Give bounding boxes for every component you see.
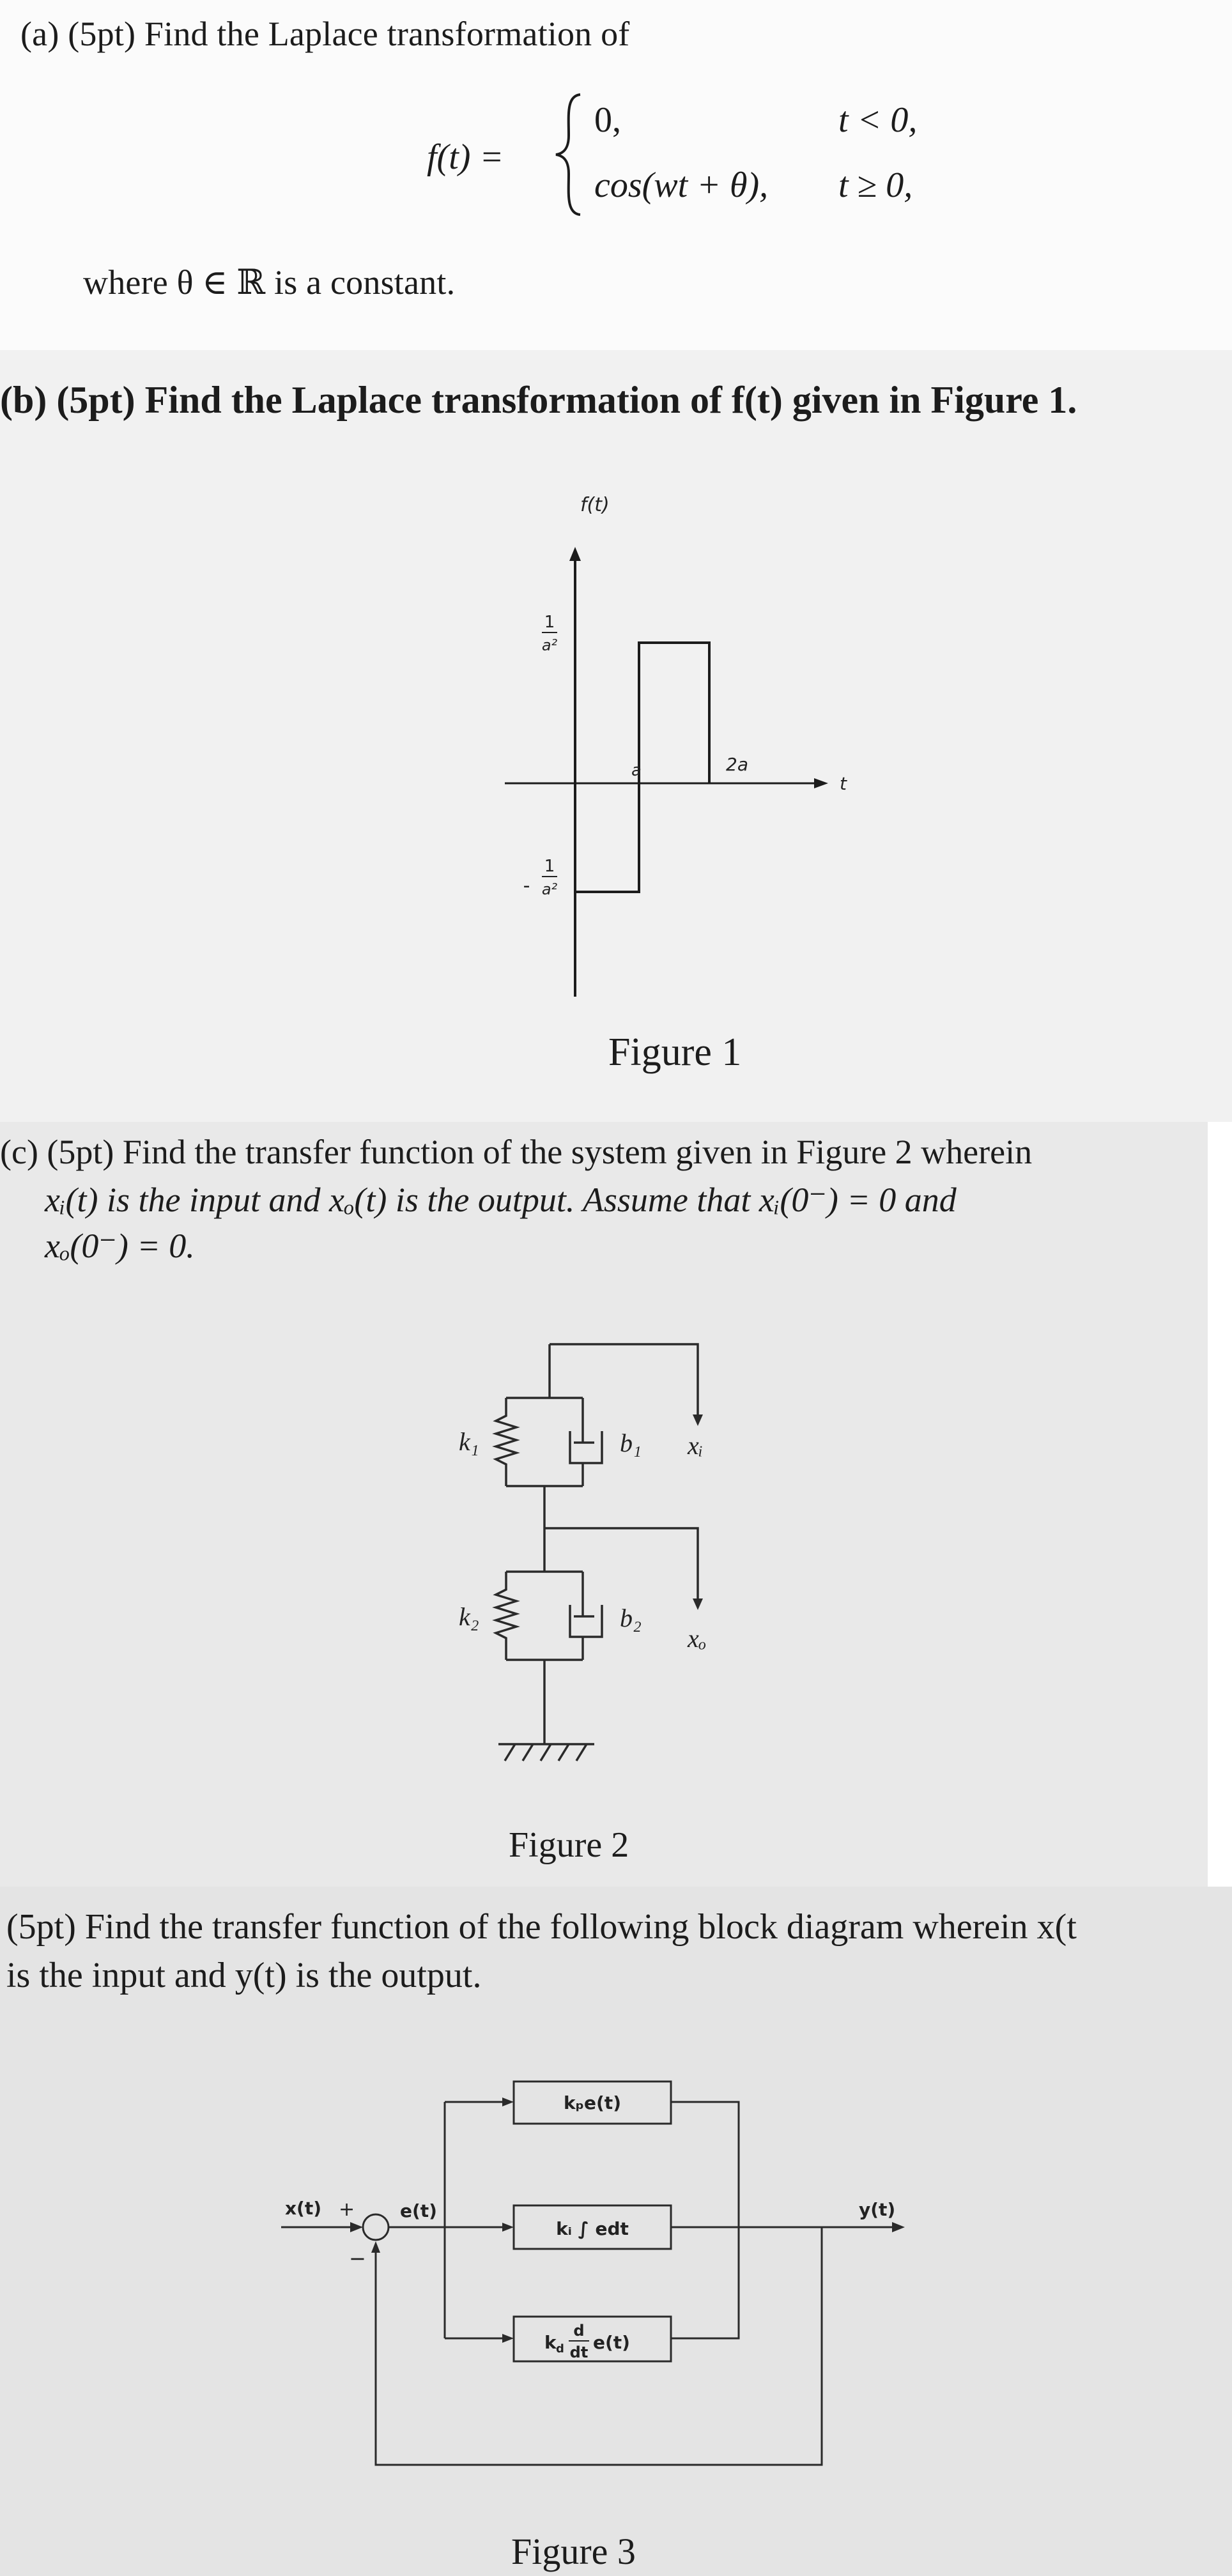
figure-1-graph <box>486 486 869 997</box>
fig2-xo-arrow <box>693 1598 703 1610</box>
part-d-line1: (5pt) Find the transfer function of the following block diagram wherein x(t <box>6 1907 1077 1947</box>
fig2-input-link <box>550 1344 698 1418</box>
part-d-line2: is the input and y(t) is the output. <box>6 1956 482 1995</box>
fig2-b2-damper <box>570 1572 602 1660</box>
fig1-xtick-a: a <box>631 761 642 780</box>
part-b-heading: (b) (5pt) Find the Laplace transformation of f(t) given in Figure 1. <box>0 379 1077 421</box>
fig2-k1-spring <box>496 1398 516 1486</box>
fig1-ytop-den: a² <box>541 636 558 654</box>
fig2-b1-damper <box>570 1398 602 1486</box>
fig3-input-label: x(t) <box>285 2198 322 2219</box>
fig1-x-label: t <box>840 773 847 794</box>
fig2-k2: k₂ <box>459 1602 479 1631</box>
fig1-ybot-num: 1 <box>544 857 555 876</box>
figure-1-caption: Figure 1 <box>608 1031 742 1074</box>
fig1-ybot-den: a² <box>541 880 558 898</box>
fig3-summing-junction <box>363 2214 389 2240</box>
fig1-x-arrow <box>814 778 828 788</box>
part-c-line1: (c) (5pt) Find the transfer function of the system given in Figure 2 wherein <box>0 1133 1033 1171</box>
fig1-y-label: f(t) <box>580 494 610 516</box>
white-margin <box>1208 1122 1232 1887</box>
fig1-ytop-num: 1 <box>544 613 555 632</box>
figure-3-caption: Figure 3 <box>511 2531 636 2572</box>
part-a-heading: (a) (5pt) Find the Laplace transformation of <box>20 15 630 53</box>
fig3-minus: − <box>349 2246 366 2271</box>
fig2-xi: xᵢ <box>688 1431 704 1460</box>
fig2-k2-spring <box>496 1572 516 1660</box>
fig2-output-link <box>544 1528 698 1602</box>
fig3-block-d-num: d <box>573 2322 585 2340</box>
fig2-xi-arrow <box>693 1414 703 1426</box>
fig2-xo: xₒ <box>688 1624 707 1653</box>
part-a-note: where θ ∈ ℝ is a constant. <box>83 263 456 302</box>
part-c-line3: xₒ(0⁻) = 0. <box>45 1227 195 1265</box>
piecewise-case1-cond: t < 0, <box>838 100 918 140</box>
fig3-error-label: e(t) <box>400 2200 437 2221</box>
fig1-ybot-sign: - <box>523 875 530 897</box>
fig3-plus: + <box>339 2198 355 2221</box>
fig1-signal <box>575 643 709 892</box>
figure-2-mechanical <box>435 1335 792 1782</box>
figure-3-block-diagram <box>268 2064 959 2485</box>
fig1-xtick-2a: 2a <box>726 754 748 775</box>
fig3-block-p-label: kₚe(t) <box>563 2092 622 2113</box>
fig2-b1: b₁ <box>620 1429 642 1457</box>
fig2-k1: k₁ <box>459 1427 479 1456</box>
fig1-y-arrow <box>569 547 581 561</box>
part-a-f-lhs: f(t) = <box>427 137 504 177</box>
piecewise-case1-value: 0, <box>594 100 621 140</box>
part-c-line2: xᵢ(t) is the input and xₒ(t) is the output. Assume that xᵢ(0⁻) = 0 and <box>45 1181 957 1219</box>
piecewise-case2-cond: t ≥ 0, <box>838 165 913 205</box>
figure-2-caption: Figure 2 <box>509 1825 629 1865</box>
fig3-block-i-label: kᵢ ∫ edt <box>556 2218 629 2239</box>
fig2-b2: b₂ <box>620 1604 642 1632</box>
fig3-output-label: y(t) <box>859 2199 896 2220</box>
piecewise-brace <box>550 91 588 218</box>
fig3-block-d-k: k <box>544 2332 557 2353</box>
fig3-block-d-den: dt <box>569 2343 589 2361</box>
fig3-block-d-tail: e(t) <box>593 2332 630 2353</box>
piecewise-case2-value: cos(wt + θ), <box>594 165 769 205</box>
fig3-block-d-sub: d <box>556 2342 564 2356</box>
fig3-block-d <box>514 2317 671 2361</box>
fig2-ground <box>498 1744 594 1761</box>
